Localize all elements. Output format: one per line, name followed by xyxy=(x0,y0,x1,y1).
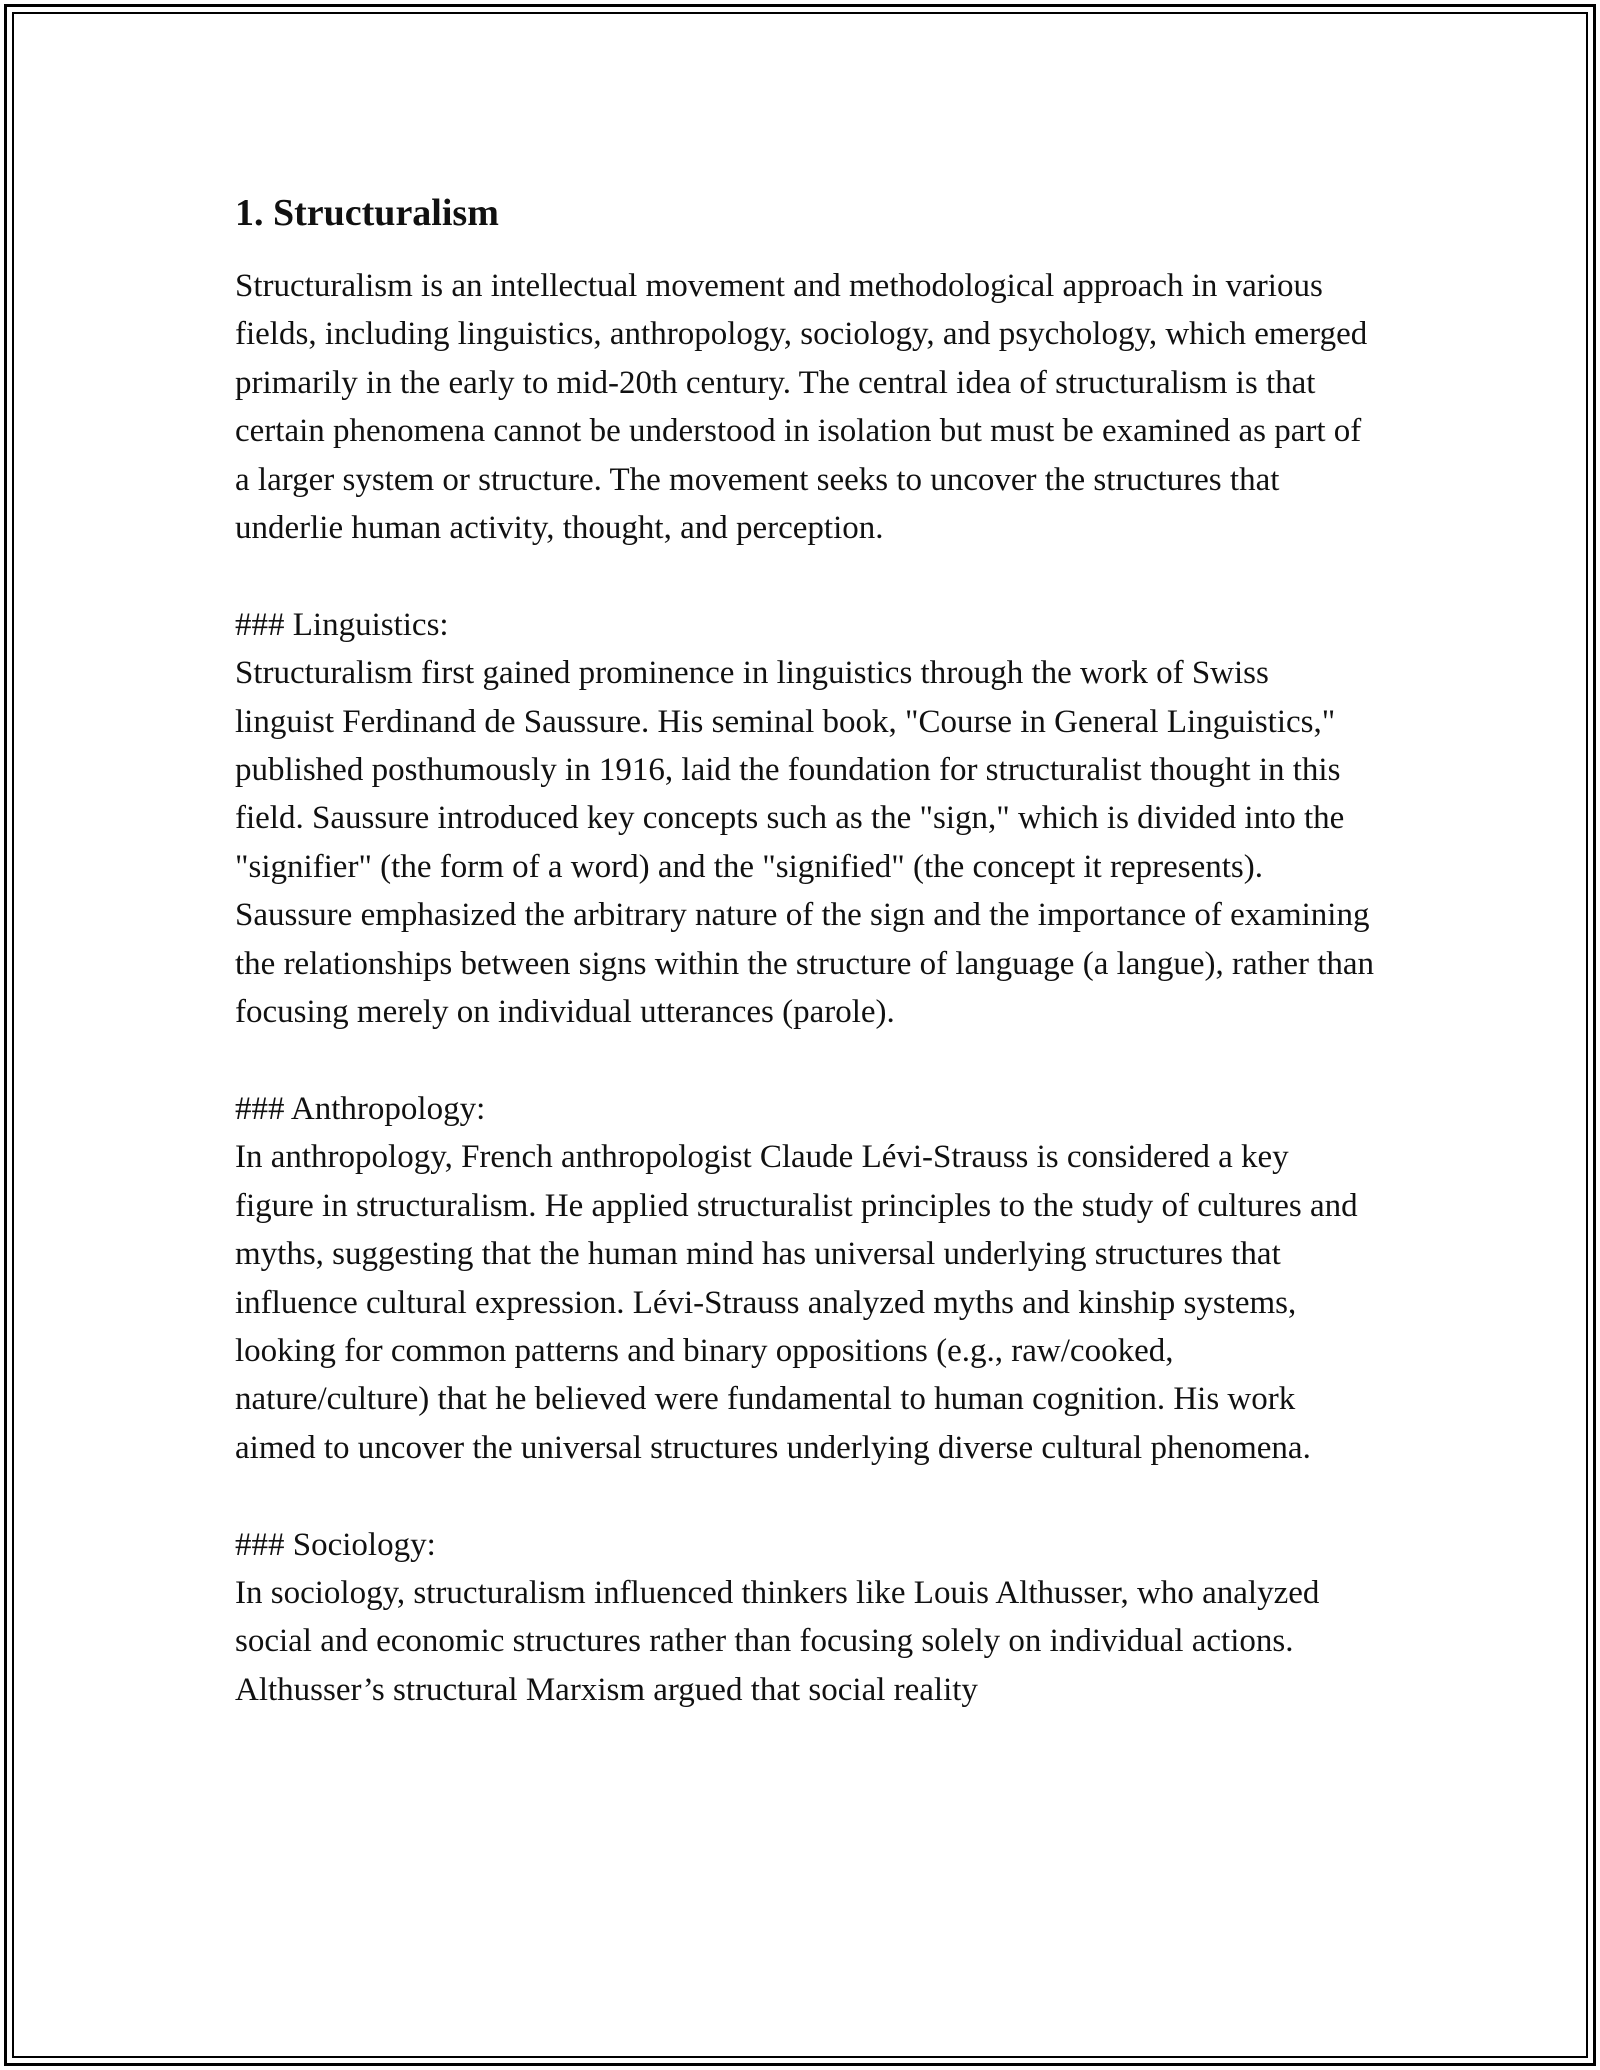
paragraph-anthropology: In anthropology, French anthropologist Claude Lévi-Strauss is considered a key figure in structuralism. He applied structuralist principles to the study of cultures and myths, suggesting that the human mind has universal underlying structures that influence cultural expression. Lévi-Strauss analyzed myths and kinship systems, looking for common patterns and binary oppositions (e.g., raw/cooked, nature/culture) that he believed were fundamental to human cognition. His work aimed to uncover the universal structures underlying diverse cultural phenomena. xyxy=(235,1139,1358,1466)
paragraph-spacer xyxy=(235,552,1375,600)
subheading-linguistics: ### Linguistics: xyxy=(235,606,449,643)
intro-paragraph: Structuralism is an intellectual movement and methodological approach in various fields, including linguistics, anthropology, sociology, and psychology, which emerged primarily in the early to mid-20th century. The central idea of structuralism is that certain phenomena cannot be understood in isolation but must be examined as part of a larger system or structure. The movement seeks to uncover the structures that underlie human activity, thought, and perception. xyxy=(235,268,1368,547)
subheading-sociology: ### Sociology: xyxy=(235,1526,436,1563)
paragraph-spacer xyxy=(235,1036,1375,1084)
paragraph-sociology: In sociology, structuralism influenced thinkers like Louis Althusser, who analyzed social and economic structures rather than focusing solely on individual actions. Althusser’s structural Marxism argued that social reality xyxy=(235,1574,1320,1708)
section-title: 1. Structuralism xyxy=(235,192,499,234)
subheading-anthropology: ### Anthropology: xyxy=(235,1090,486,1127)
paragraph-spacer xyxy=(235,1472,1375,1520)
paragraph-linguistics: Structuralism first gained prominence in linguistics through the work of Swiss linguist Ferdinand de Saussure. His seminal book, "Course in General Linguistics," published posthumously in 1916, laid the foundation for structuralist thought in this field. Saussure introduced key concepts such as the "sign," which is divided into the "signifier" (the form of a word) and the "signified" (the concept it represents). Saussure emphasized the arbitrary nature of the sign and the importance of examining the relationships between signs within the structure of language (a langue), rather than focusing merely on individual utterances (parole). xyxy=(235,655,1375,1031)
document-page xyxy=(235,186,1375,1714)
